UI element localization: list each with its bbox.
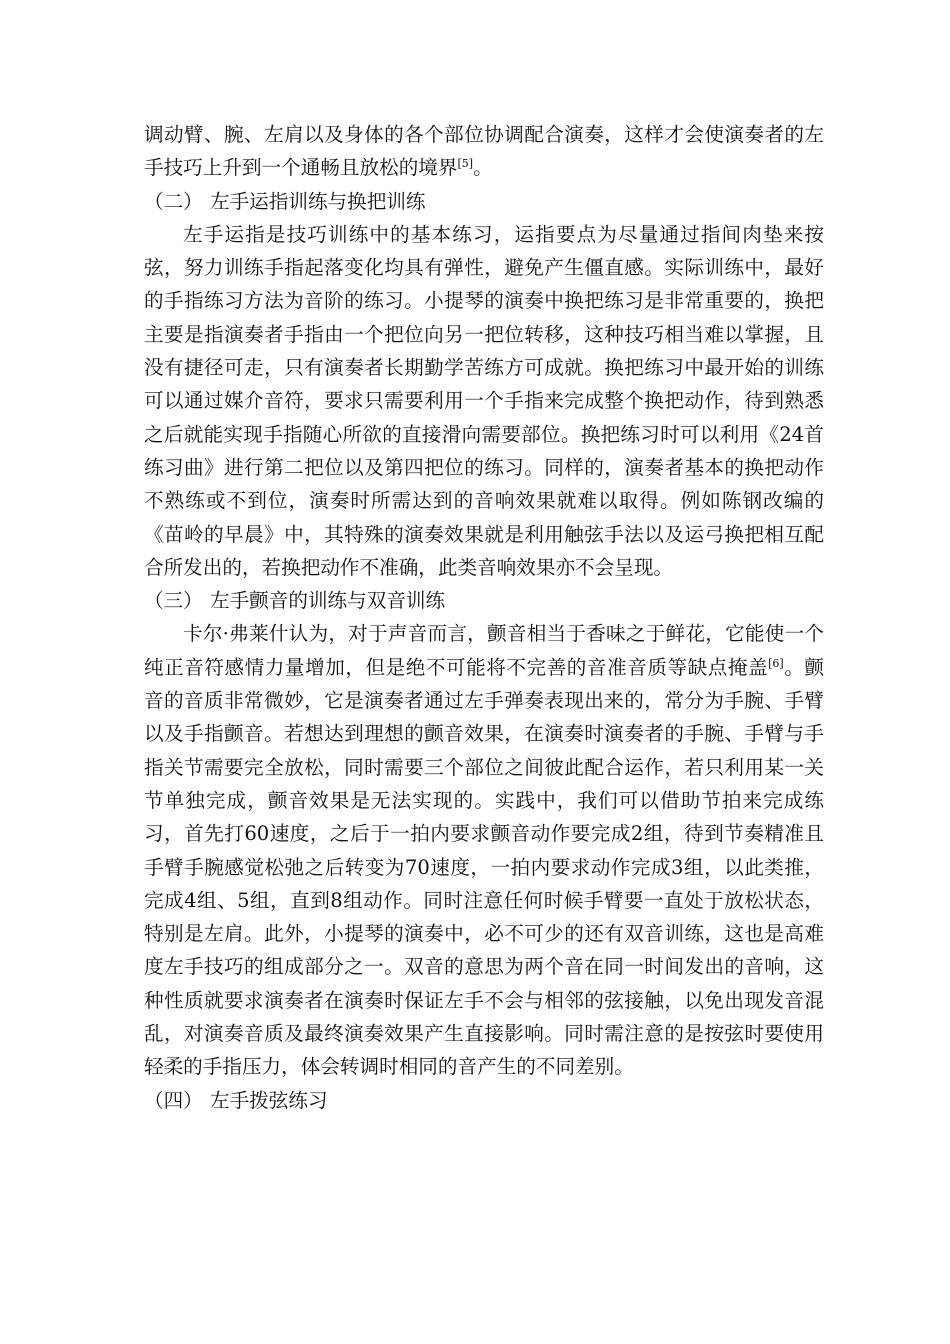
paragraph-tail: 。	[473, 156, 493, 180]
document-body	[144, 118, 824, 1117]
paragraph-text: 卡尔·弗莱什认为，对于声音而言，颤音相当于香味之于鲜花，它能使一个纯正音符感情力量增加，但是绝不可能将不完善的音准音质等缺点掩盖	[144, 622, 824, 679]
paragraph-continued	[144, 118, 824, 185]
section-number: （三）	[144, 589, 203, 613]
paragraph-fingering	[144, 218, 824, 584]
section-number: （二）	[144, 189, 203, 213]
section-heading-3	[144, 584, 824, 617]
paragraph-vibrato	[144, 617, 824, 1083]
paragraph-text: 左手运指是技巧训练中的基本练习，运指要点为尽量通过指间肉垫来按弦，努力训练手指起落变化均具有弹性，避免产生僵直感。实际训练中，最好的手指练习方法为音阶的练习。小提琴的演奏中换把练习是非常重要的，换把主要是指演奏者手指由一个把位向另一把位转移，这种技巧相当难以掌握，且没有捷径可走，只有演奏者长期勤学苦练方可成就。换把练习中最开始的训练可以通过媒介音符，要求只需要利用一个手指来完成整个换把动作，待到熟悉之后就能实现手指随心所欲的直接滑向需要部位。换把练习时可以利用《24首练习曲》进行第二把位以及第四把位的练习。同样的，演奏者基本的换把动作不熟练或不到位，演奏时所需达到的音响效果就难以取得。例如陈钢改编的《苗岭的早晨》中，其特殊的演奏效果就是利用触弦手法以及运弓换把相互配合所发出的，若换把动作不准确，此类音响效果亦不会呈现。	[144, 222, 824, 579]
section-title: 左手拨弦练习	[210, 1088, 328, 1112]
paragraph-tail: 。颤音的音质非常微妙，它是演奏者通过左手弹奏表现出来的，常分为手腕、手臂以及手指颤音。若想达到理想的颤音效果，在演奏时演奏者的手腕、手臂与手指关节需要完全放松，同时需要三个部位之间彼此配合运作，若只利用某一关节单独完成，颤音效果是无法实现的。实践中，我们可以借助节拍来完成练习，首先打60速度，之后于一拍内要求颤音动作要完成2组，待到节奏精准且手臂手腕感觉松弛之后转变为70速度，一拍内要求动作完成3组，以此类推，完成4组、5组，直到8组动作。同时注意任何时候手臂要一直处于放松状态，特别是左肩。此外，小提琴的演奏中，必不可少的还有双音训练，这也是高难度左手技巧的组成部分之一。双音的意思为两个音在同一时间发出的音响，这种性质就要求演奏者在演奏时保证左手不会与相邻的弦接触，以免出现发音混乱，对演奏音质及最终演奏效果产生直接影响。同时需注意的是按弦时要使用轻柔的手指压力，体会转调时相同的音产生的不同差别。	[144, 655, 825, 1079]
section-heading-4	[144, 1084, 824, 1117]
section-title: 左手颤音的训练与双音训练	[210, 589, 446, 613]
citation-6: [6]	[768, 656, 784, 670]
section-title: 左手运指训练与换把训练	[210, 189, 426, 213]
citation-5: [5]	[457, 157, 474, 171]
section-number: （四）	[144, 1088, 203, 1112]
paragraph-text: 调动臂、腕、左肩以及身体的各个部位协调配合演奏，这样才会使演奏者的左手技巧上升到一个通畅且放松的境界	[144, 123, 824, 180]
section-heading-2	[144, 185, 824, 218]
